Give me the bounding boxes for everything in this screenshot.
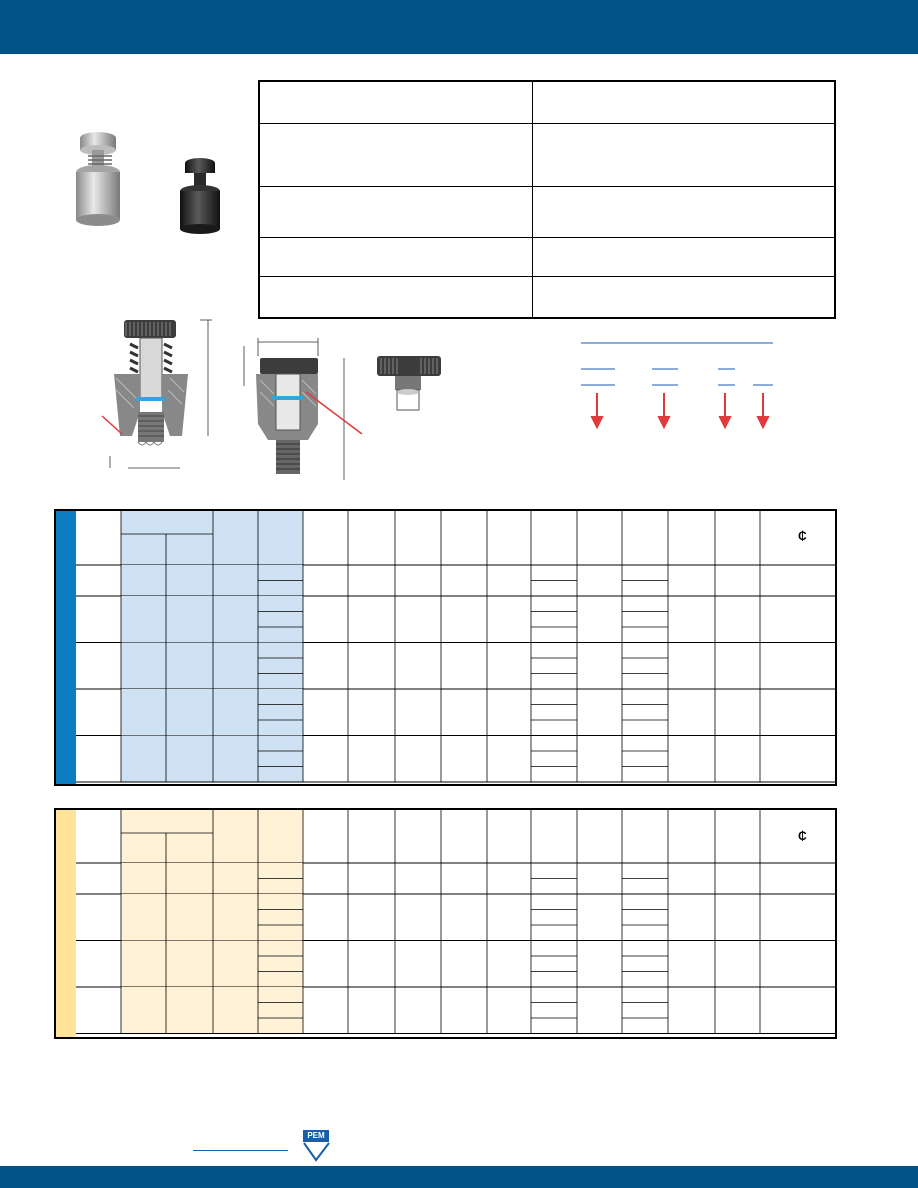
centerline-symbol: ₵ <box>798 829 807 843</box>
pem-logo <box>303 1130 331 1162</box>
installed-view-drawing <box>100 316 230 481</box>
blue-table-grid <box>56 511 837 786</box>
group-fill <box>121 941 303 988</box>
spec-row <box>260 277 834 317</box>
group-fill <box>121 736 303 783</box>
spec-row <box>260 82 834 124</box>
group-fill <box>121 596 303 643</box>
blue-spec-table <box>54 509 837 786</box>
header-band <box>0 0 918 54</box>
section-view-drawing <box>238 336 378 486</box>
spec-row <box>260 187 834 238</box>
group-fill <box>121 894 303 941</box>
specification-box <box>258 80 836 319</box>
header-fill <box>121 511 303 565</box>
group-fill <box>121 987 303 1034</box>
arrow-down-icon <box>592 393 768 427</box>
footer-band <box>0 1166 918 1188</box>
centerline-symbol: ₵ <box>798 529 807 543</box>
plunger-tip-drawing <box>375 352 445 417</box>
black-plunger-photo <box>170 155 225 237</box>
group-fill <box>121 643 303 690</box>
spec-row <box>260 124 834 187</box>
header-fill <box>121 810 303 863</box>
yellow-spec-table <box>54 808 837 1039</box>
group-fill <box>121 689 303 736</box>
spec-row <box>260 238 834 277</box>
steel-plunger-photo <box>70 128 130 228</box>
part-number-key <box>575 335 785 435</box>
footer-link-rule <box>193 1150 288 1151</box>
pem-logo-text: PEM <box>303 1130 329 1142</box>
pem-logo-triangle-icon <box>303 1142 331 1162</box>
yellow-table-grid <box>56 810 837 1039</box>
